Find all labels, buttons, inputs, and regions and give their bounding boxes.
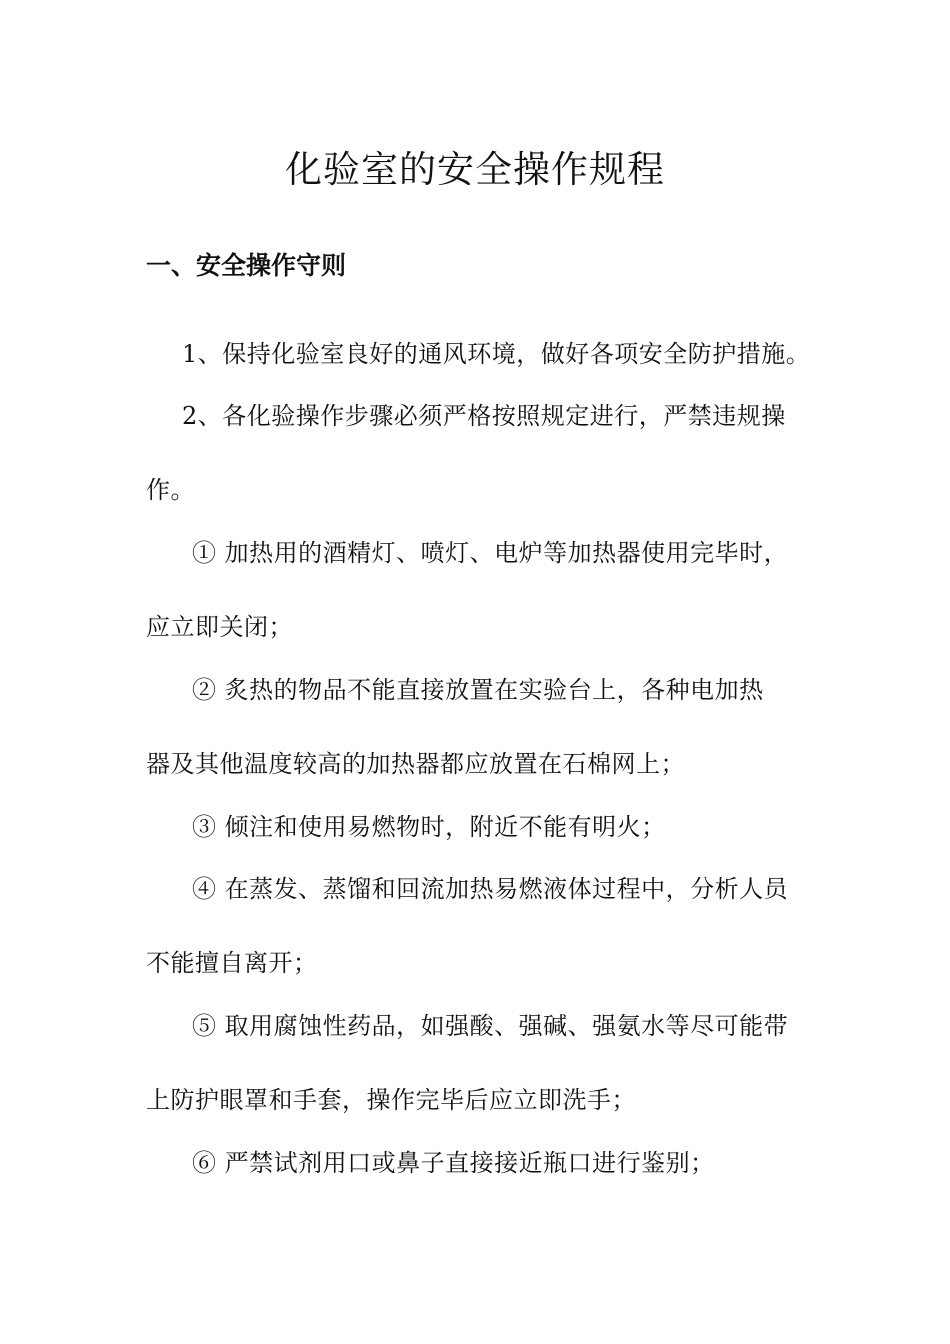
- item-5-line-2: 上防护眼罩和手套，操作完毕后应立即洗手；: [146, 1086, 636, 1114]
- item-6-line: ⑥ 严禁试剂用口或鼻子直接接近瓶口进行鉴别；: [192, 1149, 715, 1177]
- item-4-line-2: 不能擅自离开；: [146, 949, 318, 977]
- rule-2-line-2: 作。: [146, 476, 195, 504]
- item-2-line-1: ② 炙热的物品不能直接放置在实验台上，各种电加热: [192, 676, 764, 704]
- section-heading: 一、安全操作守则: [146, 251, 347, 280]
- item-3-line: ③ 倾注和使用易燃物时，附近不能有明火；: [192, 813, 666, 841]
- item-4-line-1: ④ 在蒸发、蒸馏和回流加热易燃液体过程中，分析人员: [192, 875, 789, 903]
- rule-2-line-1: 2、各化验操作步骤必须严格按照规定进行，严禁违规操: [182, 402, 786, 430]
- item-5-line-1: ⑤ 取用腐蚀性药品，如强酸、强碱、强氨水等尽可能带: [192, 1012, 789, 1040]
- item-2-line-2: 器及其他温度较高的加热器都应放置在石棉网上；: [146, 750, 685, 778]
- rule-1-line: 1、保持化验室良好的通风环境，做好各项安全防护措施。: [182, 340, 811, 368]
- item-1-line-2: 应立即关闭；: [146, 613, 293, 641]
- item-1-line-1: ① 加热用的酒精灯、喷灯、电炉等加热器使用完毕时，: [192, 539, 789, 567]
- document-title: 化验室的安全操作规程: [285, 148, 665, 191]
